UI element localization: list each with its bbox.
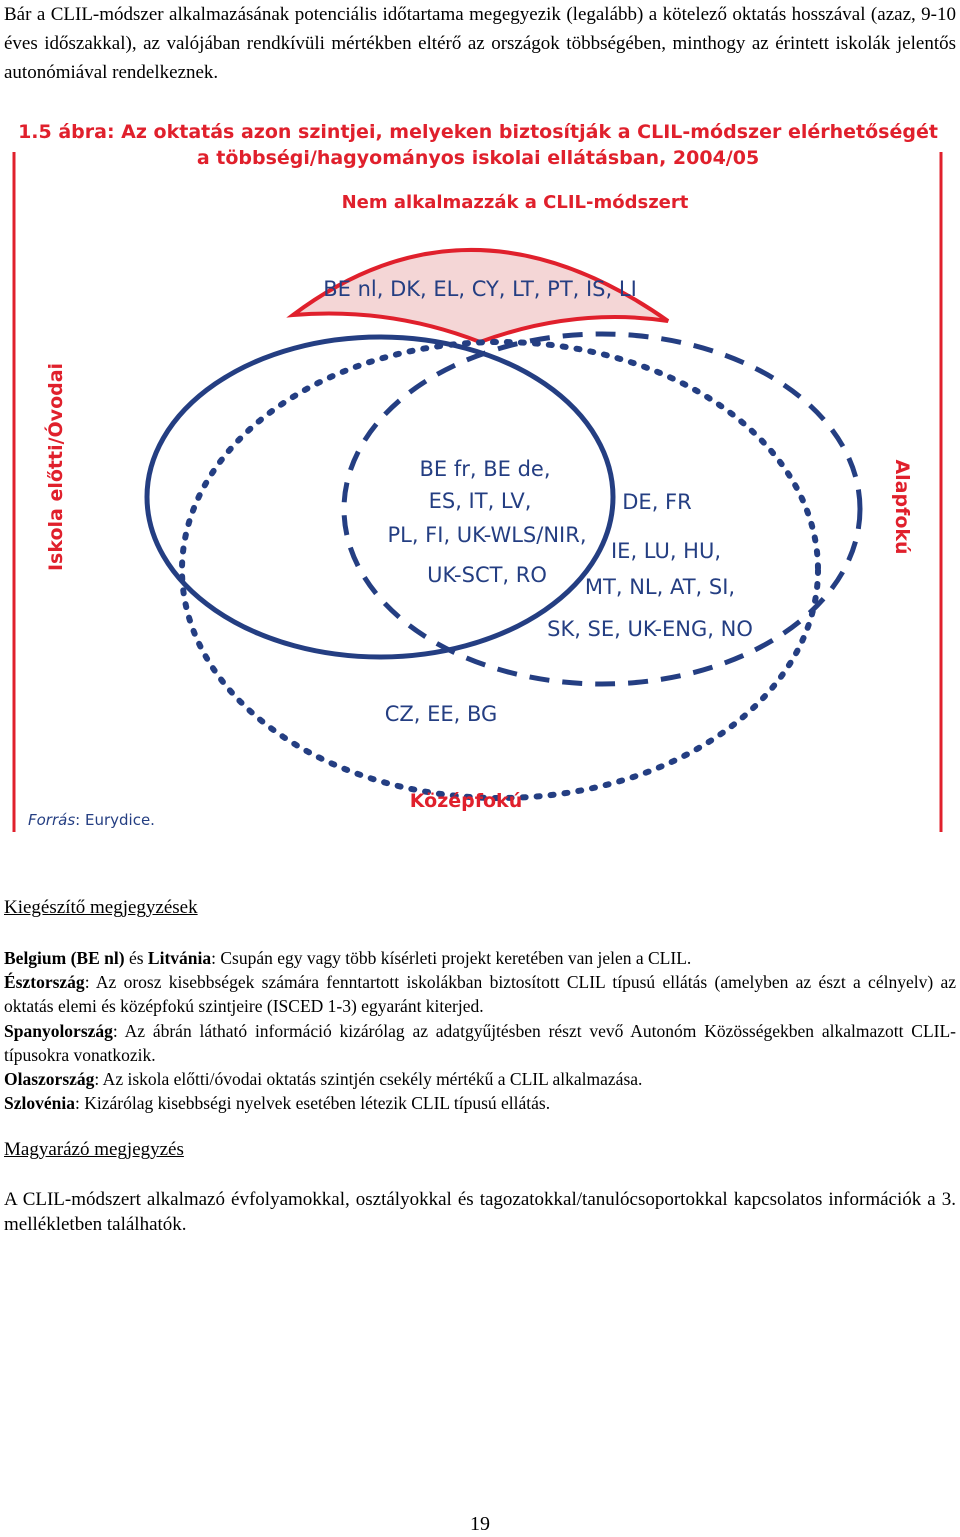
venn-diagram — [0, 112, 960, 837]
supplementary-notes-heading: Kiegészítő megjegyzések — [4, 897, 198, 918]
note-text: : Az iskola előtti/óvodai oktatás szintjén csekély mértékű a CLIL alkalmazása. — [94, 1069, 643, 1090]
note-text: : Az orosz kisebbségek számára fenntartott iskolákban biztosított CLIL típusú ellátás (amelyben az észt a célnyelv) az oktatás elemi és középfokú szintjeire (ISCED 1-3) egyaránt kiterjed. — [4, 972, 956, 1017]
note-item: Belgium (BE nl) és Litvánia: Csupán egy vagy több kísérleti projekt keretében van jelen a CLIL. — [4, 948, 692, 968]
figure-title-line1: 1.5 ábra: Az oktatás azon szintjei, melyeken biztosítják a CLIL-módszer elérhetőségét — [18, 121, 938, 143]
source-label: Forrás — [28, 811, 76, 829]
note-item — [4, 1091, 956, 1115]
note-country: Belgium (BE nl) — [4, 948, 125, 968]
note-country: Spanyolország — [4, 1020, 113, 1041]
page-number: 19 — [470, 1513, 490, 1535]
supplementary-notes — [4, 946, 956, 1115]
figure-title-line2: a többségi/hagyományos iskolai ellátásban, 2004/05 — [196, 147, 760, 169]
preschool-ellipse — [147, 337, 613, 657]
note-country: Litvánia — [147, 948, 212, 968]
overlap-country-line: PL, FI, UK-WLS/NIR, — [387, 523, 587, 547]
primary-country-line: DE, FR — [622, 490, 692, 514]
note-text: : Kizárólag kisebbségi nyelvek esetében létezik CLIL típusú ellátás. — [74, 1093, 551, 1114]
source-note — [28, 811, 155, 829]
overlap-country-line: ES, IT, LV, — [428, 489, 532, 513]
primary-country-line: SK, SE, UK-ENG, NO — [547, 617, 753, 641]
overlap-country-line: UK-SCT, RO — [427, 563, 547, 587]
explanatory-note-text: A CLIL-módszert alkalmazó évfolyamokkal, osztályokkal és tagozatokkal/tanulócsoportokkal kapcsolatos információk a 3. mellékletben találhatók. — [4, 1189, 956, 1235]
note-text: : Az ábrán látható információ kizárólag az adatgyűjtésben részt vevő Autonóm Közösségekben alkalmazott CLIL-típusokra vonatkozik. — [4, 1020, 956, 1065]
secondary-label: Középfokú — [409, 790, 523, 812]
note-country: Olaszország — [4, 1069, 95, 1090]
source-value: : Eurydice. — [75, 811, 155, 829]
note-item — [4, 1067, 956, 1091]
note-country: Észtország — [4, 972, 85, 993]
not-applied-countries: BE nl, DK, EL, CY, LT, PT, IS, LI — [323, 277, 637, 301]
explanatory-note-heading: Magyarázó megjegyzés — [4, 1139, 184, 1160]
not-applied-label: Nem alkalmazzák a CLIL-módszert — [341, 192, 689, 213]
note-item — [4, 1019, 956, 1067]
primary-label: Alapfokú — [891, 459, 913, 555]
secondary-only-countries: CZ, EE, BG — [384, 702, 498, 726]
preschool-label: Iskola előtti/Óvodai — [45, 362, 67, 572]
primary-country-line: MT, NL, AT, SI, — [584, 575, 736, 599]
primary-country-line: IE, LU, HU, — [610, 539, 722, 563]
note-country: Szlovénia — [4, 1093, 75, 1114]
overlap-country-line: BE fr, BE de, — [419, 457, 551, 481]
venn-figure — [0, 112, 960, 837]
intro-paragraph: Bár a CLIL-módszer alkalmazásának potenciális időtartama megegyezik (legalább) a kötelező oktatás hosszával (azaz, 9-10 éves időszakkal), az valójában rendkívüli mértékben eltérő az országok többségében, minthogy az érintett iskolák jelentős autonómiával rendelkeznek. — [4, 4, 956, 83]
note-text: : Csupán egy vagy több kísérleti projekt keretében van jelen a CLIL. — [211, 948, 692, 968]
note-item — [4, 970, 956, 1018]
